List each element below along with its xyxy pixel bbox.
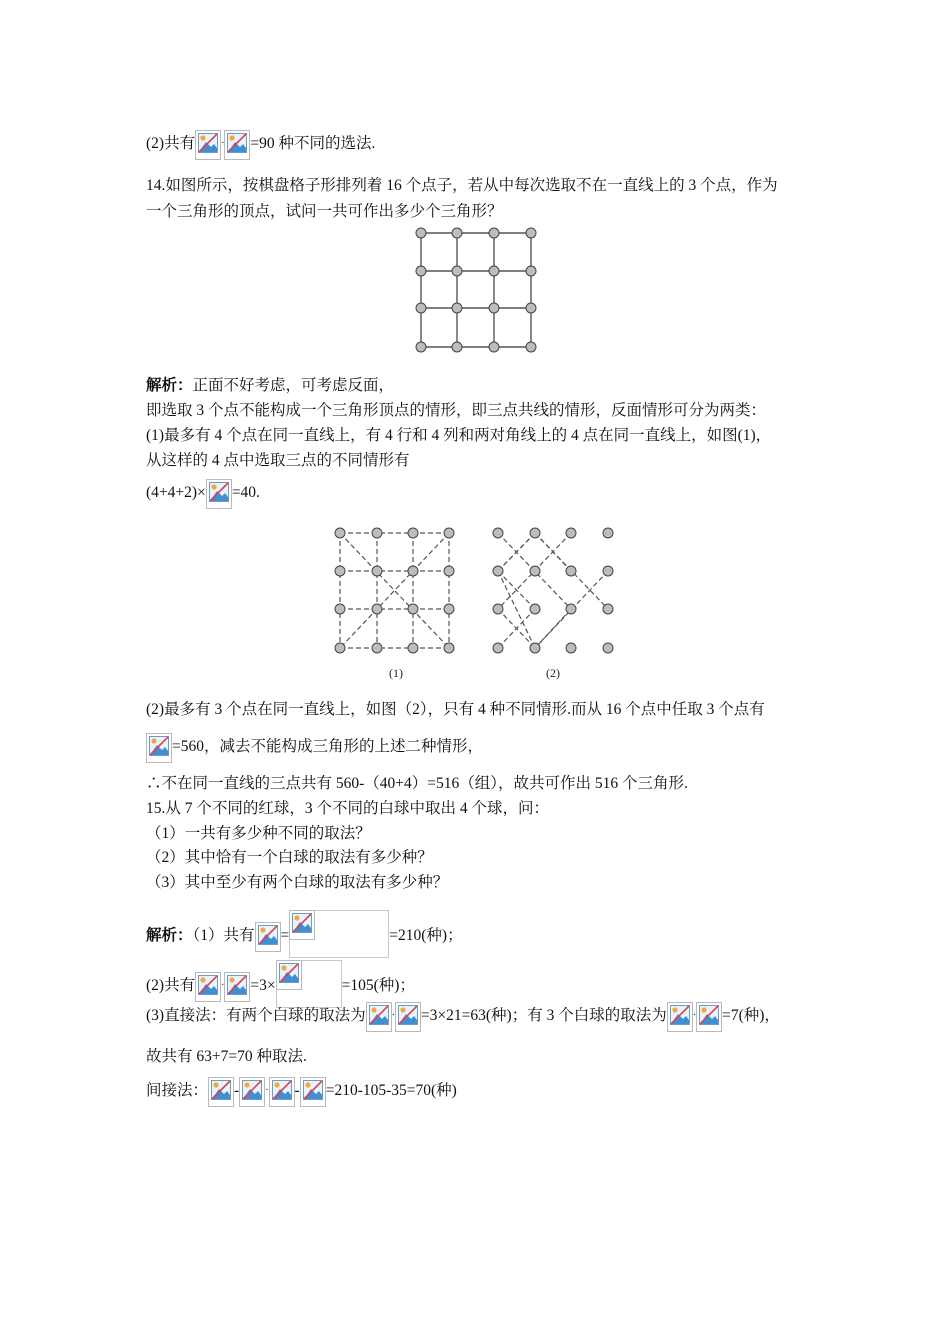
broken-image-icon (224, 130, 250, 160)
broken-image-icon (667, 1002, 693, 1032)
s4-suffix: =210-105-35=70(种) (325, 1082, 457, 1099)
broken-image-icon (269, 1077, 295, 1107)
s4-op1: - (234, 1082, 240, 1099)
q14-line2: 一个三角形的顶点，试问一共可作出多少个三角形？ (146, 203, 503, 220)
grid-figure (410, 222, 542, 354)
broken-image-icon (206, 479, 232, 509)
sol14-line2: 即选取 3 个点不能构成一个三角形顶点的情形，即三点共线的情形，反面情形可分为两类： (146, 402, 767, 419)
sol15-line3b: 故共有 63+7=70 种取法. (146, 1048, 307, 1065)
s4-op2: · (265, 1085, 269, 1096)
p2-dot: · (221, 138, 225, 149)
broken-image-icon (696, 1002, 722, 1032)
figure1-lines (340, 533, 449, 648)
q15-line4: （3）其中至少有两个白球的取法有多少种？ (146, 874, 449, 891)
broken-image-icon (276, 960, 302, 990)
s1-eq: = (280, 927, 290, 944)
sol15-line1 (146, 910, 463, 958)
broken-image-icon (208, 1077, 234, 1107)
figure1-caption: (1) (389, 666, 403, 680)
sol14-label: 解析： (146, 377, 193, 394)
s4-op3: - (294, 1082, 300, 1099)
s3-prefix: (3)直接法：有两个白球的取法为 (146, 1007, 366, 1024)
s2-prefix: (2)共有 (146, 977, 196, 994)
collinear-figures (330, 522, 620, 684)
s3-dot: · (391, 1010, 395, 1021)
q14-line1: 14.如图所示，按棋盘格子形排列着 16 个点子，若从中每次选取不在一直线上的 3 个点，作为 (146, 177, 778, 194)
broken-image-icon (195, 130, 221, 160)
broken-image-icon (146, 733, 172, 763)
broken-image-icon (224, 972, 250, 1002)
eq1-prefix: (4+4+2)× (146, 484, 206, 501)
broken-image-icon (395, 1002, 421, 1032)
broken-image-icon (255, 922, 281, 952)
eq2-suffix: =560，减去不能构成三角形的上述二种情形， (172, 738, 483, 755)
q15-line1: 15.从 7 个不同的红球，3 个不同的白球中取出 4 个球，问： (146, 800, 550, 817)
s2-dot: · (221, 980, 225, 991)
formula-image-box (276, 960, 342, 1008)
s2-mid: =3× (250, 977, 276, 994)
s3-dot2: · (692, 1010, 697, 1021)
sol14-line1 (146, 376, 394, 396)
broken-image-icon (239, 1077, 265, 1107)
q15-line2: （1）一共有多少种不同的取法？ (146, 825, 371, 842)
s2-suffix: =105(种)； (341, 977, 415, 994)
s3-mid: =3×21=63(种)；有 3 个白球的取法为 (420, 1007, 667, 1024)
sol14-line4: 从这样的 4 点中选取三点的不同情形有 (146, 452, 410, 469)
broken-image-icon (195, 972, 221, 1002)
sol14-line3: (1)最多有 4 个点在同一直线上，有 4 行和 4 列和两对角线上的 4 点在同一直线上，如图(1)， (146, 427, 772, 444)
figure2-caption: (2) (546, 666, 560, 680)
p2-line (146, 130, 375, 160)
sol14-text1: 正面不好考虑，可考虑反面， (192, 377, 395, 394)
sol14-eq2 (146, 733, 483, 763)
p2-prefix: (2)共有 (146, 135, 196, 152)
formula-image-box (289, 910, 389, 958)
sol15-line2 (146, 960, 415, 1008)
s4-prefix: 间接法： (146, 1082, 209, 1099)
sol15-label: 解析： (146, 927, 193, 944)
p2-suffix: =90 种不同的选法. (250, 135, 376, 152)
q15-line3: （2）其中恰有一个白球的取法有多少种？ (146, 849, 433, 866)
figure2-lines (498, 533, 608, 648)
s3-suffix: =7(种)， (722, 1007, 780, 1024)
sol14-eq1 (146, 479, 260, 509)
broken-image-icon (289, 910, 315, 940)
s1-suffix: =210(种)； (389, 927, 463, 944)
s1-prefix: （1）共有 (192, 927, 255, 944)
sol14-line5: (2)最多有 3 个点在同一直线上，如图（2），只有 4 种不同情形.而从 16 个点中任取 3 个点有 (146, 701, 765, 718)
sol15-line4 (146, 1077, 457, 1107)
broken-image-icon (366, 1002, 392, 1032)
sol14-line6: ∴不在同一直线的三点共有 560-（40+4）=516（组），故共可作出 516 个三角形. (146, 775, 688, 792)
broken-image-icon (300, 1077, 326, 1107)
sol15-line3 (146, 1002, 780, 1032)
eq1-suffix: =40. (231, 484, 260, 501)
